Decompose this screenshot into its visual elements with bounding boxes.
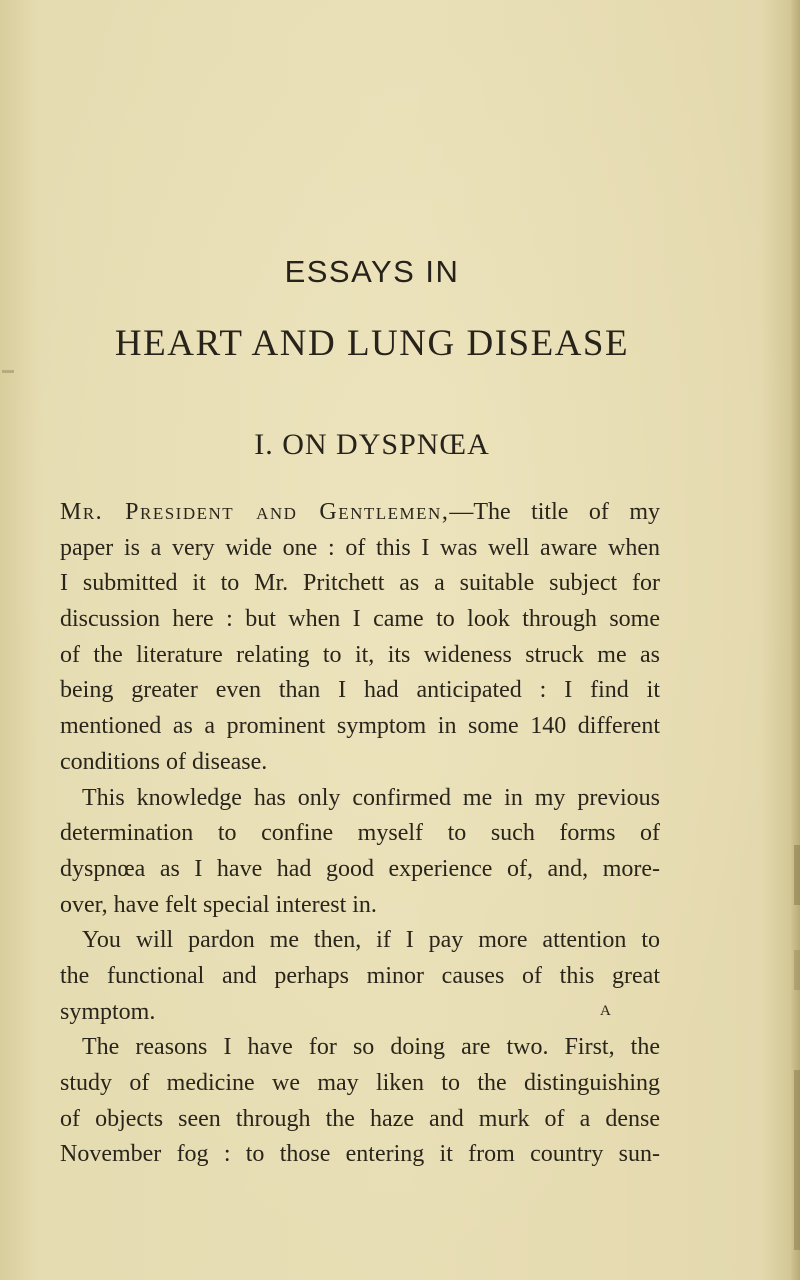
text-line: mentioned as a prominent symptom in some 140 different: [60, 713, 660, 740]
text-line: I submitted it to Mr. Pritchett as a suitable subject for: [60, 570, 660, 597]
chapter-heading: I. ON DYSPNŒA: [254, 428, 490, 461]
text-line: symptom.: [60, 998, 156, 1025]
body-text: [60, 495, 660, 1173]
text-line: dyspnœa as I have had good experience of, and, more-: [60, 855, 660, 882]
page-edge-mark: [794, 950, 800, 990]
page-edge-mark: [794, 1070, 800, 1250]
text-line: the functional and perhaps minor causes of this great: [60, 962, 660, 989]
text-line: over, have felt special interest in.: [60, 891, 377, 918]
text-line: being greater even than I had anticipated : I find it: [60, 677, 660, 704]
text-line: determination to confine myself to such forms of: [60, 820, 660, 847]
signature-mark: A: [600, 1003, 612, 1019]
series-title: ESSAYS IN: [284, 254, 460, 289]
text-line: The reasons I have for so doing are two. First, the: [82, 1034, 660, 1061]
text-line: of objects seen through the haze and murk of a dense: [60, 1105, 660, 1132]
page-speck: [2, 370, 14, 373]
text-line: This knowledge has only confirmed me in my previous: [82, 784, 660, 811]
page-edge-mark: [794, 845, 800, 905]
text-line: study of medicine we may liken to the distinguishing: [60, 1070, 660, 1096]
text-line: of the literature relating to it, its wideness struck me as: [60, 641, 660, 668]
text-line: paper is a very wide one : of this I was well aware when: [60, 534, 660, 561]
text-line: You will pardon me then, if I pay more attention to: [82, 927, 660, 954]
text-line: discussion here : but when I came to look through some: [60, 606, 660, 633]
text-line: conditions of disease.: [60, 748, 268, 775]
text-line-rest: —The title of my: [449, 499, 661, 525]
salutation: Mr. President and Gentlemen,: [60, 499, 450, 525]
text-line: [60, 495, 660, 531]
book-title: HEART AND LUNG DISEASE: [114, 323, 630, 364]
text-line: November fog : to those entering it from country sun-: [60, 1141, 660, 1168]
